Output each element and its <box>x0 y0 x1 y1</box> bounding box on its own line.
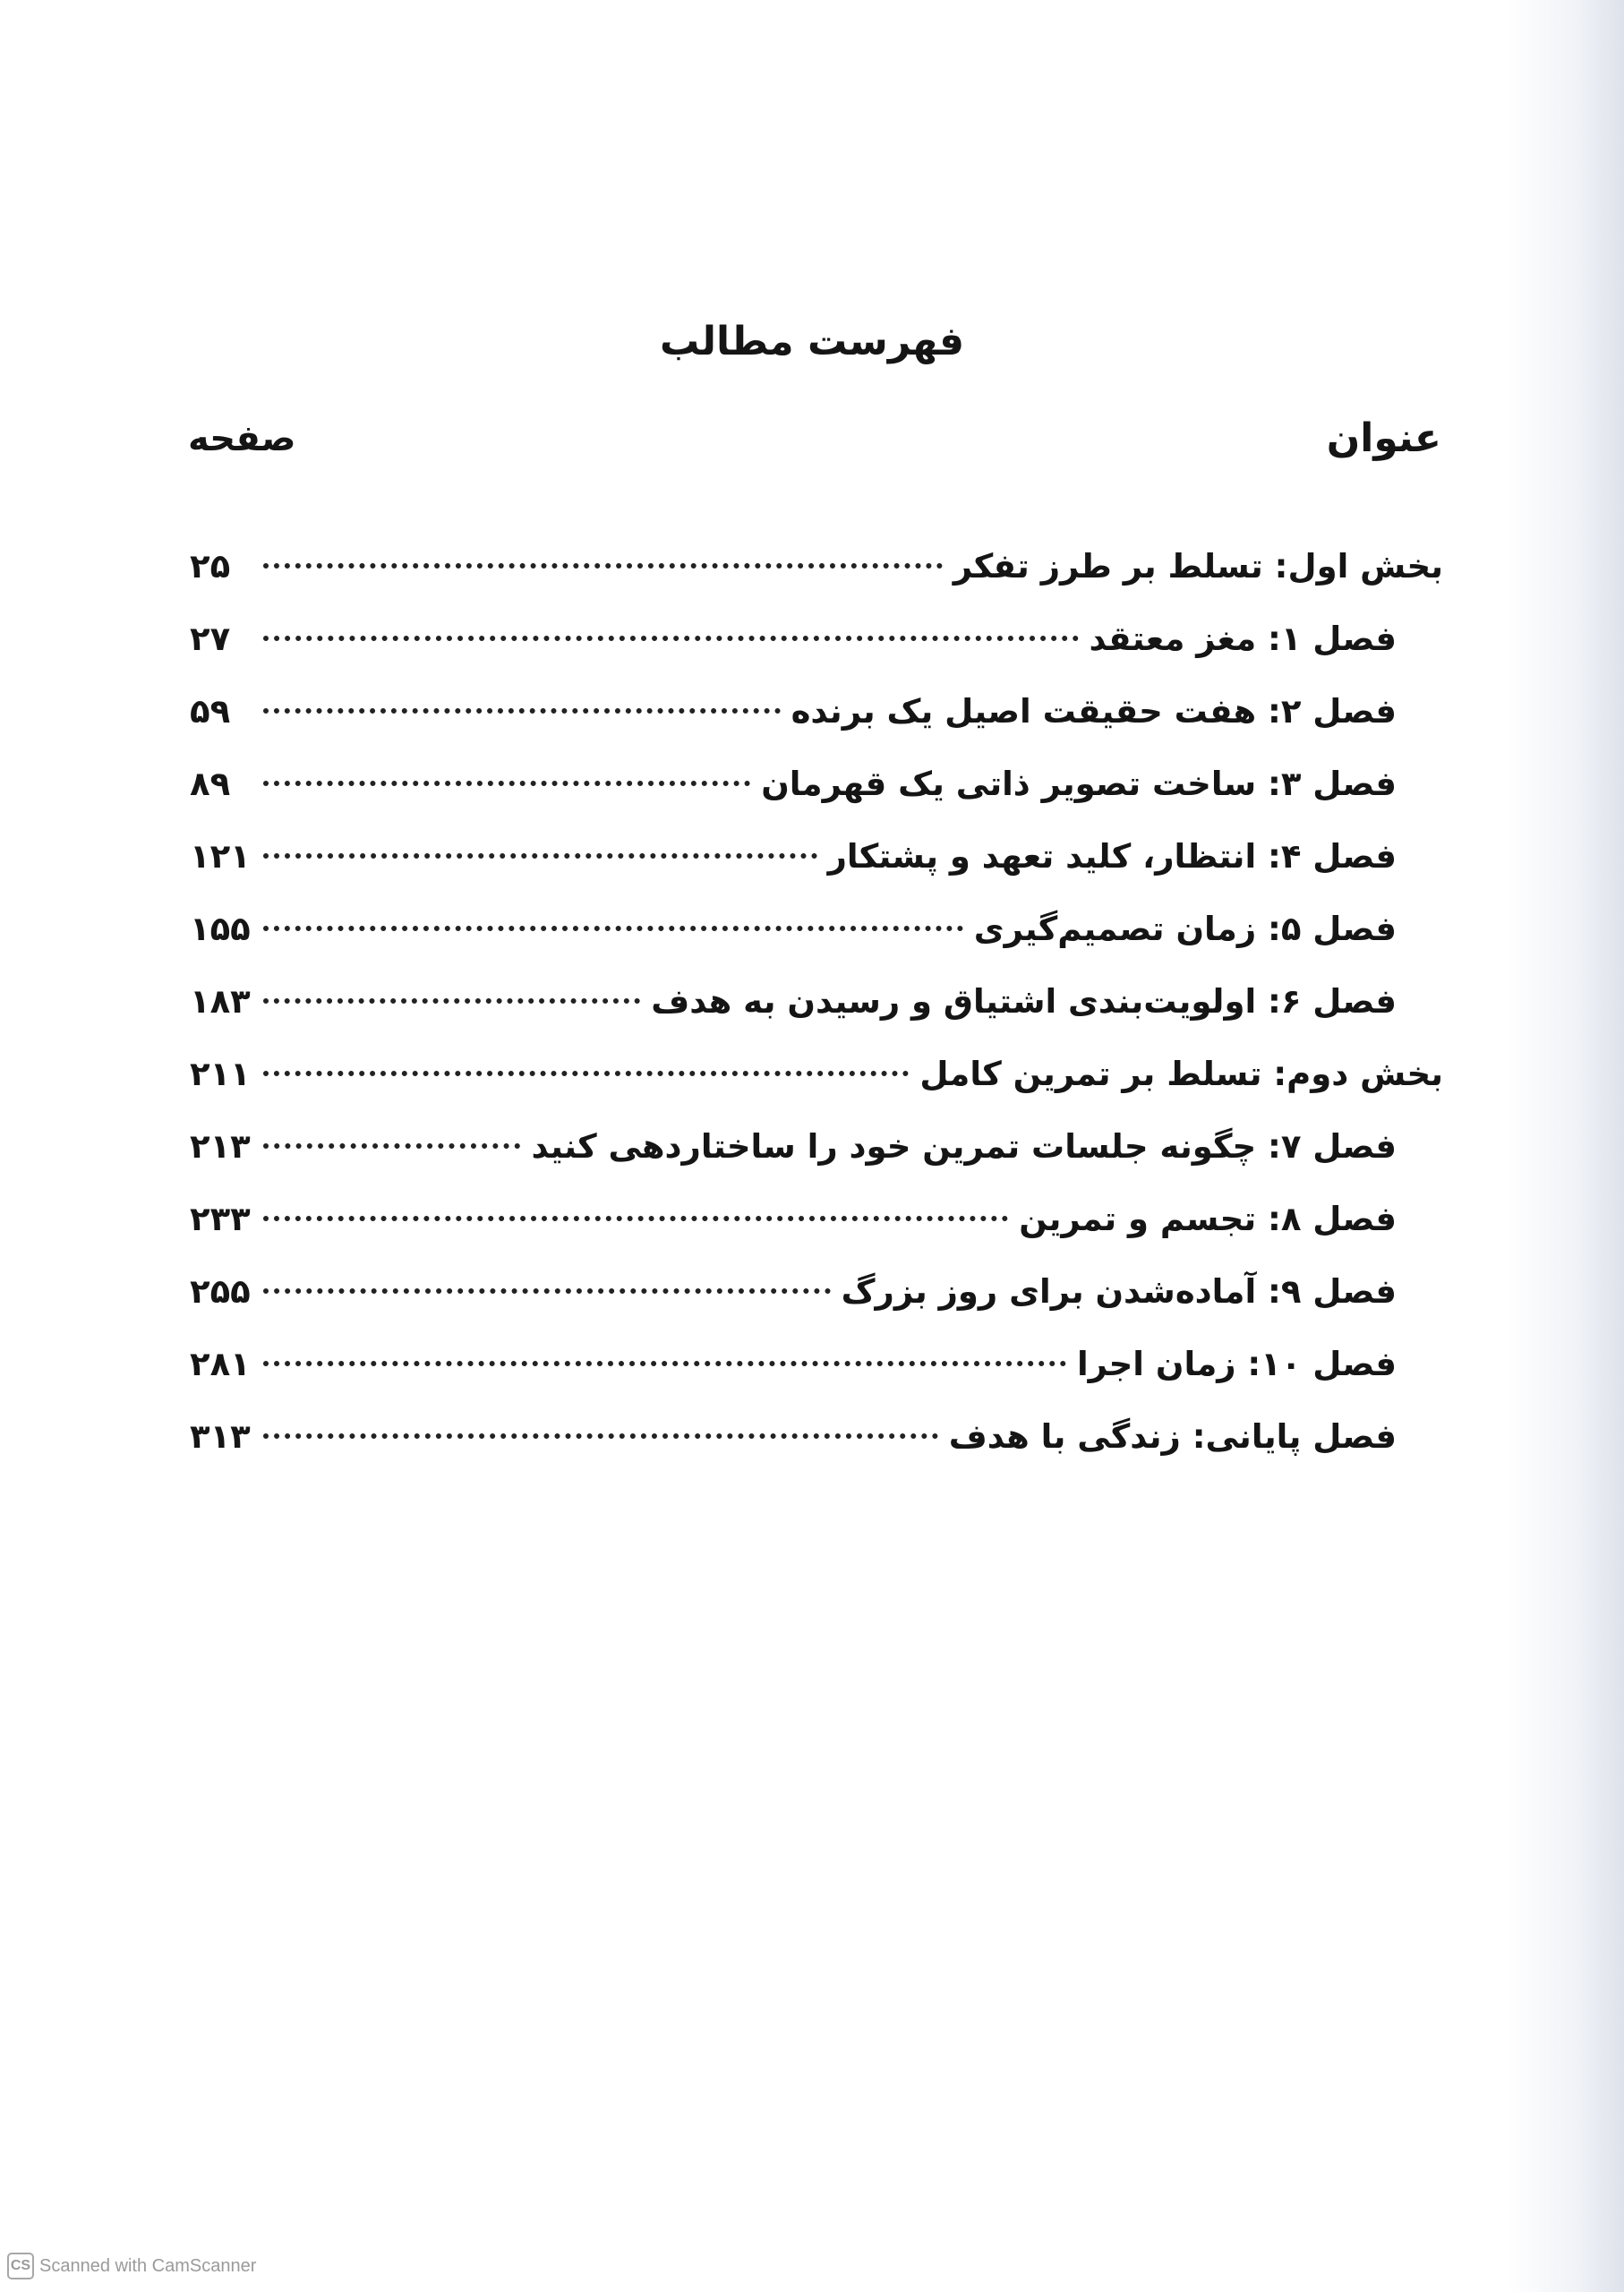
toc-entry-page: ۲۸۱ <box>190 1345 251 1383</box>
dot-leader <box>263 708 781 714</box>
toc-entry-label: بخش اول: تسلط بر طرز تفکر <box>953 547 1443 586</box>
toc-heading: فهرست مطالب <box>659 319 965 364</box>
dot-leader <box>263 636 1079 641</box>
dot-leader <box>263 1143 520 1149</box>
dot-leader <box>263 998 640 1004</box>
dot-leader <box>263 1433 938 1439</box>
toc-entry-page: ۸۹ <box>190 765 231 803</box>
column-header-title: عنوان <box>1326 415 1441 461</box>
toc-entry-label: فصل ۳: ساخت تصویر ذاتی یک قهرمان <box>761 765 1397 803</box>
toc-entry-page: ۳۱۳ <box>190 1417 251 1456</box>
toc-entry <box>190 1038 1443 1110</box>
dot-leader <box>263 1288 831 1294</box>
toc-entry <box>190 1400 1443 1473</box>
dot-leader <box>263 563 943 569</box>
toc-entry-label: فصل ۱: مغز معتقد <box>1089 620 1397 658</box>
toc-entry <box>190 675 1443 748</box>
toc-entry <box>190 820 1443 893</box>
toc-entry-label: فصل ۵: زمان تصمیم‌گیری <box>973 910 1397 948</box>
dot-leader <box>263 1361 1066 1366</box>
toc-entry-page: ۲۱۱ <box>190 1055 251 1093</box>
camscanner-watermark <box>7 2251 256 2281</box>
toc-entry-page: ۱۵۵ <box>190 910 251 948</box>
toc-entry <box>190 965 1443 1038</box>
toc-entry <box>190 1110 1443 1183</box>
toc-entry-label: فصل ۴: انتظار، کلید تعهد و پشتکار <box>827 837 1397 876</box>
toc-entry-label: بخش دوم: تسلط بر تمرین کامل <box>919 1055 1443 1093</box>
dot-leader <box>263 781 750 786</box>
toc-entry <box>190 1255 1443 1328</box>
toc-entry-label: فصل ۲: هفت حقیقت اصیل یک برنده <box>791 692 1397 731</box>
dot-leader <box>263 1071 909 1076</box>
toc-entry-page: ۲۱۳ <box>190 1127 251 1166</box>
toc-entry <box>190 603 1443 675</box>
table-of-contents <box>190 530 1443 1473</box>
dot-leader <box>263 1216 1008 1221</box>
toc-entry <box>190 893 1443 965</box>
toc-entry-page: ۲۳۳ <box>190 1200 251 1238</box>
toc-entry-label: فصل ۱۰: زمان اجرا <box>1076 1345 1397 1383</box>
toc-entry <box>190 748 1443 820</box>
toc-entry-label: فصل ۷: چگونه جلسات تمرین خود را ساختاردهی کنید <box>531 1127 1397 1166</box>
dot-leader <box>263 853 817 859</box>
toc-entry-label: فصل ۸: تجسم و تمرین <box>1019 1200 1397 1238</box>
toc-entry-page: ۲۵۵ <box>190 1272 251 1311</box>
column-headers <box>188 407 1441 470</box>
toc-entry <box>190 1183 1443 1255</box>
dot-leader <box>263 926 963 931</box>
toc-entry-page: ۱۲۱ <box>190 837 251 876</box>
toc-entry <box>190 530 1443 603</box>
camscanner-text: Scanned with CamScanner <box>39 2255 257 2276</box>
toc-entry-page: ۲۵ <box>190 547 231 586</box>
toc-entry-label: فصل پایانی: زندگی با هدف <box>948 1417 1397 1456</box>
toc-entry-page: ۵۹ <box>190 692 231 731</box>
toc-entry-label: فصل ۹: آماده‌شدن برای روز بزرگ <box>841 1272 1397 1311</box>
column-header-page: صفحه <box>188 418 296 459</box>
camscanner-logo-icon: CS <box>7 2253 34 2279</box>
toc-entry-page: ۱۸۳ <box>190 982 251 1021</box>
toc-entry-page: ۲۷ <box>190 620 231 658</box>
toc-entry-label: فصل ۶: اولویت‌بندی اشتیاق و رسیدن به هدف <box>651 982 1397 1021</box>
toc-entry <box>190 1328 1443 1400</box>
